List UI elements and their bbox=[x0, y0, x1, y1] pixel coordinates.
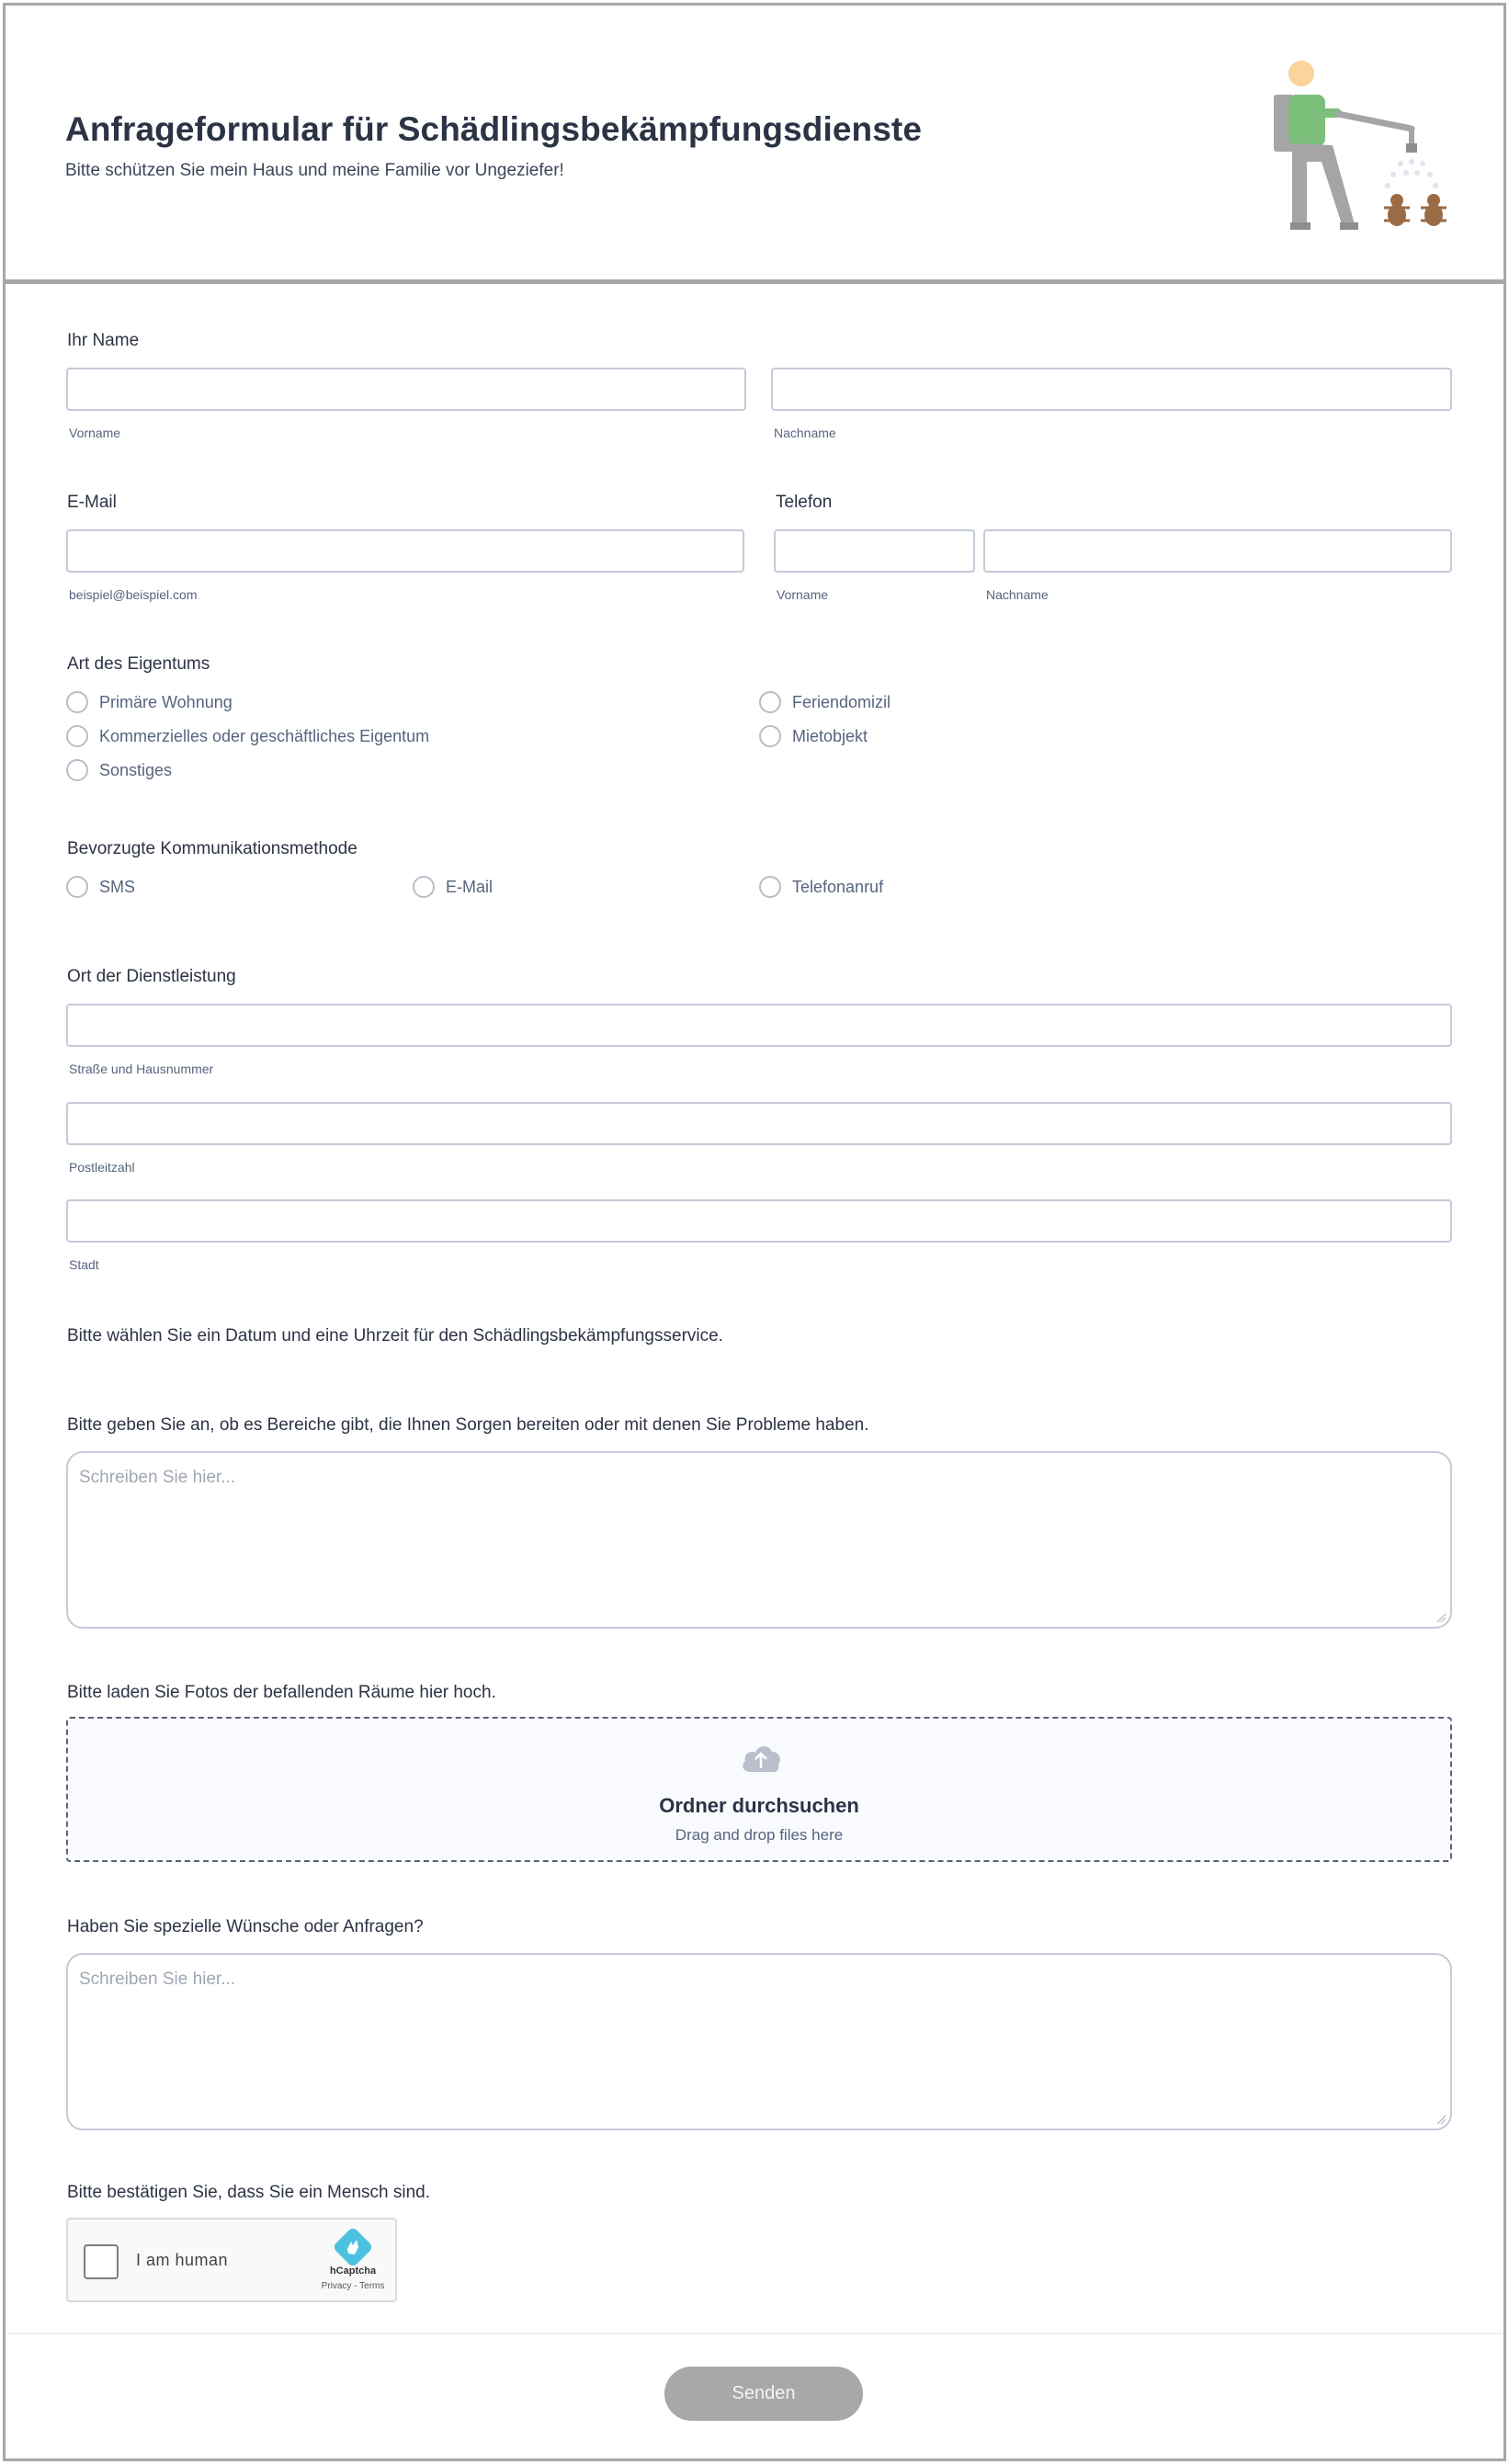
footer-divider bbox=[6, 2333, 1503, 2334]
radio-label: Feriendomizil bbox=[792, 692, 891, 711]
phone-label: Telefon bbox=[776, 493, 833, 512]
radio-sms[interactable] bbox=[66, 876, 135, 898]
radio-circle[interactable] bbox=[66, 759, 88, 781]
upload-label: Bitte laden Sie Fotos der befallenden Räume hier hoch. bbox=[67, 1683, 496, 1702]
phone-area-input[interactable] bbox=[774, 529, 975, 573]
radio-circle[interactable] bbox=[66, 725, 88, 747]
last-name-sublabel: Nachname bbox=[774, 426, 836, 440]
radio-email[interactable] bbox=[413, 876, 493, 898]
location-label: Ort der Dienstleistung bbox=[67, 967, 236, 986]
concerns-label: Bitte geben Sie an, ob es Bereiche gibt, die Ihnen Sorgen bereiten oder mit denen Sie Probleme haben. bbox=[67, 1415, 869, 1435]
first-name-sublabel: Vorname bbox=[69, 426, 121, 440]
captcha-label: Bitte bestätigen Sie, dass Sie ein Mensch sind. bbox=[67, 2183, 431, 2202]
first-name-input[interactable] bbox=[66, 368, 746, 411]
captcha-text: I am human bbox=[136, 2251, 229, 2269]
date-time-text: Bitte wählen Sie ein Datum und eine Uhrzeit für den Schädlingsbekämpfungsservice. bbox=[67, 1326, 723, 1346]
requests-label: Haben Sie spezielle Wünsche oder Anfragen? bbox=[67, 1917, 424, 1936]
property-label: Art des Eigentums bbox=[67, 654, 210, 674]
radio-phone-call[interactable] bbox=[759, 876, 883, 898]
file-upload-dropzone[interactable] bbox=[66, 1717, 1452, 1862]
requests-placeholder: Schreiben Sie hier... bbox=[79, 1970, 236, 1989]
city-sublabel: Stadt bbox=[69, 1257, 99, 1272]
concerns-textarea[interactable] bbox=[66, 1451, 1452, 1629]
radio-label: SMS bbox=[99, 877, 136, 896]
city-input[interactable] bbox=[66, 1199, 1452, 1243]
radio-label: Telefonanruf bbox=[792, 877, 884, 896]
form-subtitle: Bitte schützen Sie mein Haus und meine Familie vor Ungeziefer! bbox=[65, 161, 564, 180]
form-frame bbox=[3, 3, 1506, 2461]
radio-circle[interactable] bbox=[759, 725, 781, 747]
browse-folder-button[interactable]: Ordner durchsuchen bbox=[659, 1794, 859, 1817]
phone-number-sublabel: Nachname bbox=[986, 587, 1049, 602]
radio-rental[interactable] bbox=[759, 725, 868, 747]
phone-area-sublabel: Vorname bbox=[777, 587, 829, 602]
radio-primary-home[interactable] bbox=[66, 691, 233, 713]
radio-circle[interactable] bbox=[66, 691, 88, 713]
radio-label: Primäre Wohnung bbox=[99, 692, 233, 711]
radio-vacation-home[interactable] bbox=[759, 691, 891, 713]
radio-circle[interactable] bbox=[66, 876, 88, 898]
captcha-checkbox[interactable] bbox=[84, 2244, 119, 2279]
email-label: E-Mail bbox=[67, 493, 117, 512]
radio-label: Mietobjekt bbox=[792, 726, 868, 745]
last-name-input[interactable] bbox=[771, 368, 1452, 411]
concerns-placeholder: Schreiben Sie hier... bbox=[79, 1468, 236, 1487]
radio-label: Kommerzielles oder geschäftliches Eigentum bbox=[99, 726, 430, 745]
hcaptcha-logo-icon bbox=[335, 2229, 371, 2265]
name-label: Ihr Name bbox=[67, 331, 140, 350]
street-input[interactable] bbox=[66, 1004, 1452, 1047]
email-input[interactable] bbox=[66, 529, 744, 573]
radio-circle[interactable] bbox=[759, 691, 781, 713]
radio-label: E-Mail bbox=[446, 877, 494, 896]
resize-grip-icon[interactable] bbox=[1435, 1612, 1447, 1623]
pest-control-illustration bbox=[1265, 53, 1458, 246]
zip-input[interactable] bbox=[66, 1102, 1452, 1145]
captcha-brand: hCaptcha bbox=[329, 2265, 377, 2277]
requests-textarea[interactable] bbox=[66, 1953, 1452, 2130]
radio-circle[interactable] bbox=[413, 876, 435, 898]
cloud-upload-icon bbox=[739, 1741, 783, 1774]
drag-drop-text: Drag and drop files here bbox=[675, 1826, 844, 1844]
street-sublabel: Straße und Hausnummer bbox=[69, 1062, 214, 1076]
form-title: Anfrageformular für Schädlingsbekämpfungsdienste bbox=[65, 110, 923, 148]
submit-button[interactable]: Senden bbox=[664, 2367, 863, 2421]
email-sublabel: beispiel@beispiel.com bbox=[69, 587, 198, 602]
radio-circle[interactable] bbox=[759, 876, 781, 898]
hcaptcha-widget bbox=[66, 2218, 397, 2302]
zip-sublabel: Postleitzahl bbox=[69, 1160, 135, 1175]
contact-method-label: Bevorzugte Kommunikationsmethode bbox=[67, 839, 357, 858]
form-header bbox=[6, 6, 1503, 284]
captcha-terms-link[interactable]: Privacy - Terms bbox=[321, 2281, 385, 2291]
radio-commercial[interactable] bbox=[66, 725, 429, 747]
radio-other[interactable] bbox=[66, 759, 172, 781]
radio-label: Sonstiges bbox=[99, 760, 173, 779]
resize-grip-icon[interactable] bbox=[1435, 2114, 1447, 2125]
phone-number-input[interactable] bbox=[983, 529, 1452, 573]
